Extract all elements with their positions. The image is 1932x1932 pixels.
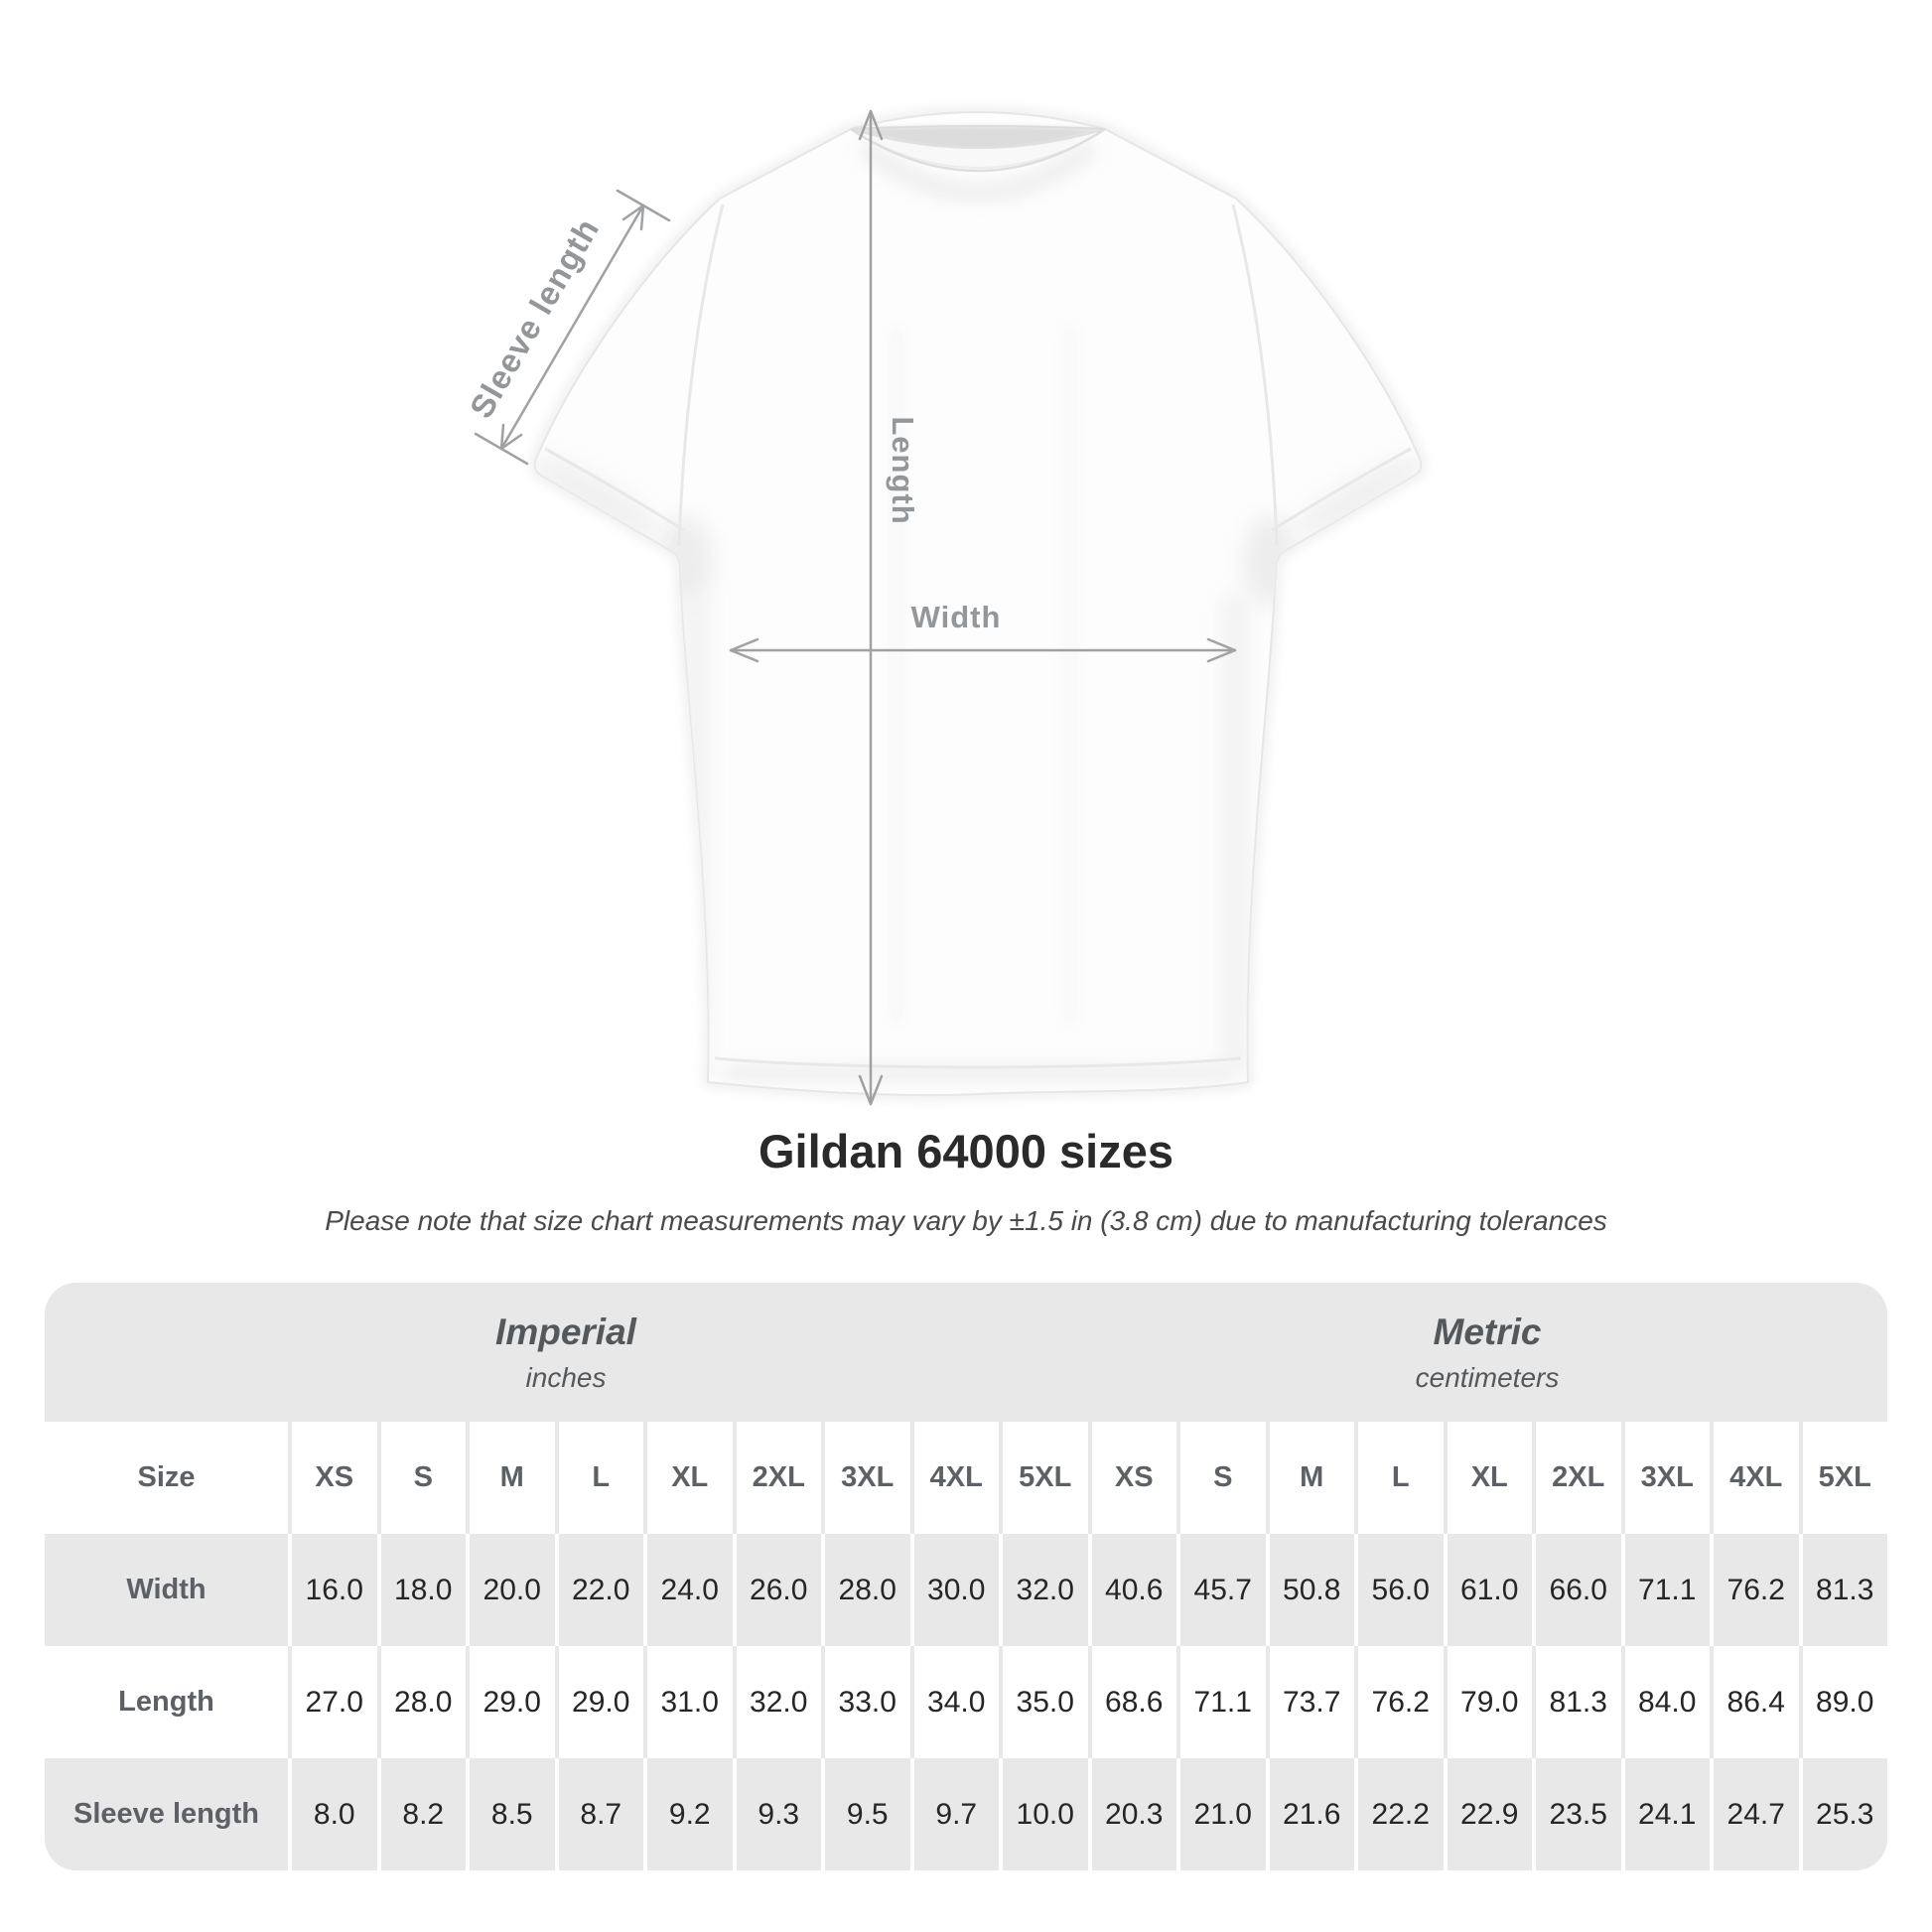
measure-cell: 21.6 [1266,1758,1355,1870]
measure-cell: 86.4 [1710,1646,1799,1758]
measure-cell: 89.0 [1799,1646,1888,1758]
measure-cell: 61.0 [1444,1534,1533,1646]
measure-cell: 8.0 [288,1758,377,1870]
size-header-cell: 5XL [1799,1422,1888,1534]
measure-cell: 9.5 [821,1758,910,1870]
size-header-cell: L [555,1422,644,1534]
measure-cell: 10.0 [999,1758,1088,1870]
measure-cell: 31.0 [643,1646,733,1758]
measure-cell: 32.0 [999,1534,1088,1646]
measure-cell: 30.0 [910,1534,1000,1646]
measure-cell: 40.6 [1088,1534,1177,1646]
measure-cell: 29.0 [466,1646,555,1758]
row-label: Sleeve length [73,1798,259,1830]
size-header-row [45,1422,1887,1534]
measure-cell: 73.7 [1266,1646,1355,1758]
size-header-cell: S [377,1422,467,1534]
measure-cell: 8.2 [377,1758,467,1870]
metric-header [1087,1283,1887,1422]
measure-cell: 32.0 [733,1646,822,1758]
measure-cell: 66.0 [1532,1534,1621,1646]
row-label: Length [118,1686,214,1718]
measure-cell: 9.3 [733,1758,822,1870]
size-header-cell: 4XL [1710,1422,1799,1534]
size-corner-cell: Size [137,1461,196,1493]
size-header-cell: S [1176,1422,1266,1534]
measure-cell: 8.5 [466,1758,555,1870]
measure-cell: 24.1 [1621,1758,1711,1870]
measure-cell: 29.0 [555,1646,644,1758]
measure-cell: 45.7 [1176,1534,1266,1646]
measure-cell: 22.9 [1444,1758,1533,1870]
metric-title: Metric [1433,1311,1542,1352]
measure-cell: 25.3 [1799,1758,1888,1870]
width-label: Width [910,600,1002,634]
measure-cell: 9.7 [910,1758,1000,1870]
measure-cell: 84.0 [1621,1646,1711,1758]
measure-cell: 8.7 [555,1758,644,1870]
measure-cell: 76.2 [1354,1646,1444,1758]
measure-cell: 18.0 [377,1534,467,1646]
length-label: Length [886,416,920,525]
measure-cell: 9.2 [643,1758,733,1870]
measure-cell: 20.0 [466,1534,555,1646]
sleeve-length-label: Sleeve length [462,211,607,425]
size-header-cell: 2XL [733,1422,822,1534]
size-header-cell: 3XL [821,1422,910,1534]
size-header-cell: L [1354,1422,1444,1534]
measure-cell: 68.6 [1088,1646,1177,1758]
measure-cell: 26.0 [733,1534,822,1646]
measure-cell: 16.0 [288,1534,377,1646]
measure-cell: 28.0 [377,1646,467,1758]
measure-cell: 71.1 [1621,1534,1711,1646]
imperial-title: Imperial [495,1311,636,1352]
measure-cell: 34.0 [910,1646,1000,1758]
measure-cell: 22.2 [1354,1758,1444,1870]
size-header-cell: 4XL [910,1422,1000,1534]
size-header-cell: XS [288,1422,377,1534]
sleeve-length-row [45,1758,1887,1870]
size-table [45,1283,1887,1870]
measure-cell: 56.0 [1354,1534,1444,1646]
size-header-cell: M [466,1422,555,1534]
length-row [45,1646,1887,1758]
measure-cell: 23.5 [1532,1758,1621,1870]
measure-cell: 22.0 [555,1534,644,1646]
tolerance-note: Please note that size chart measurements may vary by ±1.5 in (3.8 cm) due to manufacturing tolerances [325,1205,1607,1236]
imperial-subtitle: inches [525,1361,607,1393]
size-header-cell: 2XL [1532,1422,1621,1534]
size-header-cell: XL [643,1422,733,1534]
measure-cell: 71.1 [1176,1646,1266,1758]
measure-cell: 24.7 [1710,1758,1799,1870]
size-header-cell: XS [1088,1422,1177,1534]
measure-cell: 79.0 [1444,1646,1533,1758]
row-label: Width [126,1574,207,1605]
imperial-header [45,1283,1087,1422]
measure-cell: 50.8 [1266,1534,1355,1646]
measure-cell: 33.0 [821,1646,910,1758]
measure-cell: 28.0 [821,1534,910,1646]
measure-cell: 21.0 [1176,1758,1266,1870]
measure-cell: 20.3 [1088,1758,1177,1870]
size-header-cell: 3XL [1621,1422,1711,1534]
metric-subtitle: centimeters [1415,1361,1560,1393]
unit-header-band [45,1283,1887,1422]
size-header-cell: M [1266,1422,1355,1534]
measure-cell: 81.3 [1532,1646,1621,1758]
page-title: Gildan 64000 sizes [758,1125,1174,1177]
measure-cell: 76.2 [1710,1534,1799,1646]
measure-cell: 24.0 [643,1534,733,1646]
width-row [45,1534,1887,1646]
size-header-cell: XL [1444,1422,1533,1534]
measure-cell: 27.0 [288,1646,377,1758]
size-header-cell: 5XL [999,1422,1088,1534]
measure-cell: 35.0 [999,1646,1088,1758]
measure-cell: 81.3 [1799,1534,1888,1646]
